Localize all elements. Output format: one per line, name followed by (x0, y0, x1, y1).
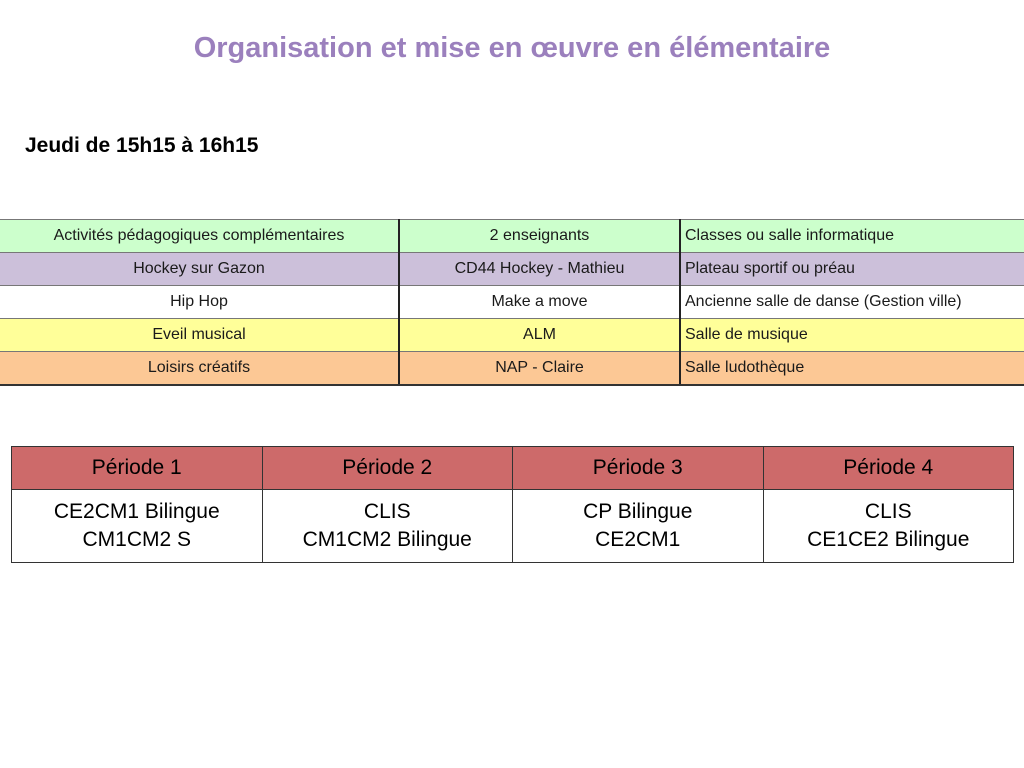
activity-name: Eveil musical (0, 319, 399, 352)
activity-row (0, 352, 1024, 386)
periods-classes-row (12, 490, 1014, 563)
activity-lieu: Ancienne salle de danse (Gestion ville) (680, 286, 1024, 319)
period-cell (763, 490, 1014, 563)
slide-title: Organisation et mise en œuvre en élémentaire (193, 32, 831, 64)
schedule-subtitle: Jeudi de 15h15 à 16h15 (25, 134, 259, 157)
class-label: CP Bilingue (583, 500, 693, 523)
activity-name: Loisirs créatifs (0, 352, 399, 386)
activity-lieu: Salle ludothèque (680, 352, 1024, 386)
class-label: CE1CE2 Bilingue (807, 528, 970, 551)
class-label: CM1CM2 S (82, 528, 192, 551)
class-label: CM1CM2 Bilingue (302, 528, 472, 551)
class-label: CE2CM1 Bilingue (53, 500, 220, 523)
activity-intervenant: 2 enseignants (399, 220, 680, 253)
activity-row (0, 319, 1024, 352)
period-cell (262, 490, 513, 563)
class-label: CLIS (864, 500, 912, 523)
activity-intervenant: CD44 Hockey - Mathieu (399, 253, 680, 286)
activity-row (0, 286, 1024, 319)
period-cell (12, 490, 263, 563)
activity-lieu: Salle de musique (680, 319, 1024, 352)
period-cell (513, 490, 764, 563)
activity-name: Hip Hop (0, 286, 399, 319)
periods-table (11, 446, 1014, 563)
activity-row (0, 253, 1024, 286)
activity-lieu: Plateau sportif ou préau (680, 253, 1024, 286)
periods-header-row (12, 447, 1014, 490)
activities-table (0, 219, 1024, 386)
activity-lieu: Classes ou salle informatique (680, 220, 1024, 253)
activity-name: Activités pédagogiques complémentaires (0, 220, 399, 253)
activity-row (0, 220, 1024, 253)
activity-name: Hockey sur Gazon (0, 253, 399, 286)
period-header: Période 4 (763, 447, 1014, 490)
period-header: Période 2 (262, 447, 513, 490)
class-label: CLIS (363, 500, 411, 523)
activity-intervenant: NAP - Claire (399, 352, 680, 386)
period-header: Période 1 (12, 447, 263, 490)
period-header: Période 3 (513, 447, 764, 490)
class-label: CE2CM1 (595, 528, 681, 551)
activity-intervenant: ALM (399, 319, 680, 352)
activity-intervenant: Make a move (399, 286, 680, 319)
